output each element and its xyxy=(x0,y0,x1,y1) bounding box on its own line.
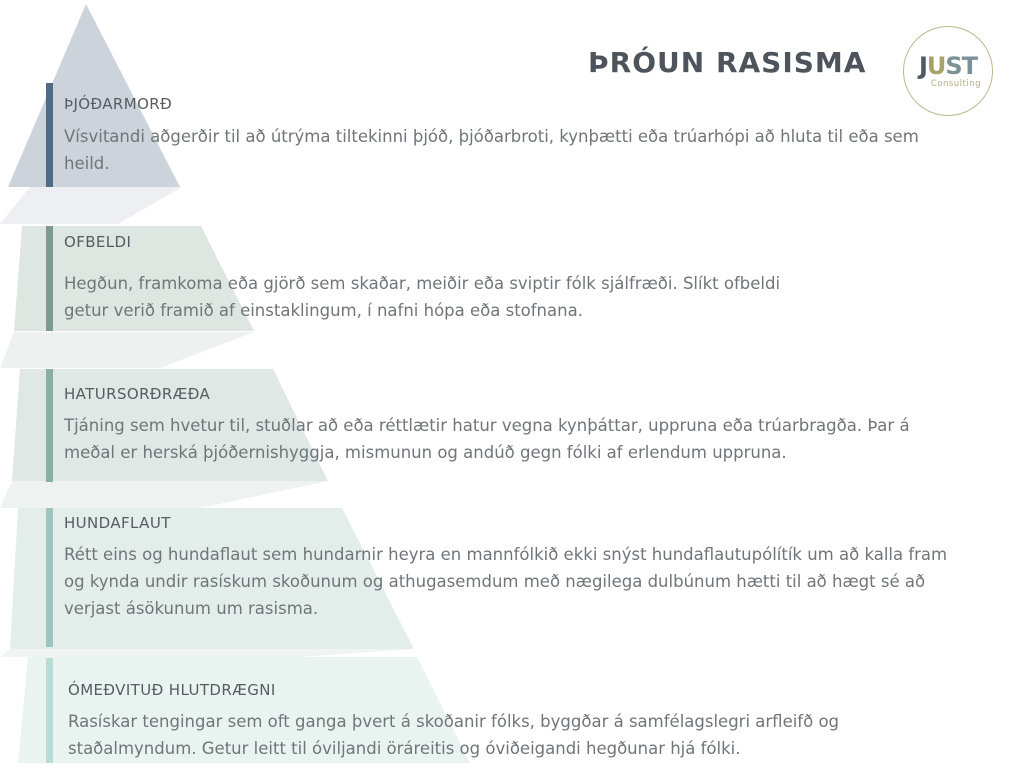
page-title: ÞRÓUN RASISMA xyxy=(588,46,867,79)
section-body: Tjáning sem hvetur til, stuðlar að eða réttlætir hatur vegna kynþáttar, uppruna eða trúarbragða. Þar á meðal er herská þjóðernishyggja, mismunun og andúð gegn fólki af erlendum uppruna. xyxy=(64,416,910,462)
section-heading: ÓMEÐVITUÐ HLUTDRÆGNI xyxy=(68,681,276,699)
accent-bar-ofbeldi xyxy=(46,226,53,331)
section-heading: OFBELDI xyxy=(64,233,132,251)
section-omedvitud-hlutdraegni xyxy=(68,681,893,762)
pyramid-fold-1 xyxy=(0,187,182,224)
logo-letter-j: J xyxy=(918,51,927,80)
section-body: Rasískar tengingar sem oft ganga þvert á skoðanir fólks, byggðar á samfélagslegri arfleifð og staðalmyndum. Getur leitt til óviljandi öráreitis og óviðeigandi hegðunar hjá fólki. xyxy=(68,712,840,758)
logo-letter-u: U xyxy=(926,51,946,80)
section-hundaflaut xyxy=(64,514,954,622)
logo-subtitle: Consulting xyxy=(930,78,981,89)
section-hatursordraeda xyxy=(64,385,924,466)
section-ofbeldi xyxy=(64,233,824,324)
section-heading: HATURSORÐRÆÐA xyxy=(64,385,211,403)
logo-wordmark xyxy=(918,51,978,80)
section-thjodarmord xyxy=(64,95,939,177)
pyramid-fold-4 xyxy=(0,649,414,657)
accent-bar-thjodarmord xyxy=(46,83,53,187)
logo-letters-st: ST xyxy=(945,51,978,80)
accent-bar-omedvitud-hlutdraegni xyxy=(46,658,53,763)
section-heading: ÞJÓÐARMORÐ xyxy=(64,95,173,113)
section-heading: HUNDAFLAUT xyxy=(64,514,171,532)
section-body: Vísvitandi aðgerðir til að útrýma tiltekinni þjóð, þjóðarbroti, kynþætti eða trúarhópi að hluta til eða sem heild. xyxy=(64,127,919,173)
pyramid-fold-3 xyxy=(0,481,328,508)
section-body: Hegðun, framkoma eða gjörð sem skaðar, meiðir eða sviptir fólk sjálfræði. Slíkt ofbeldi getur verið framið af einstaklingum, í nafni hópa eða stofnana. xyxy=(64,274,781,320)
pyramid-fold-2 xyxy=(0,332,254,368)
accent-bar-hatursordraeda xyxy=(46,369,53,482)
section-body: Rétt eins og hundaflaut sem hundarnir heyra en mannfólkið ekki snýst hundaflautupólítík um að kalla fram og kynda undir rasískum skoðunum og athugasemdum með nægilega dulbúnum hætti til að hægt sé að verjast ásökunum um rasisma. xyxy=(64,545,948,618)
accent-bar-hundaflaut xyxy=(46,508,53,647)
